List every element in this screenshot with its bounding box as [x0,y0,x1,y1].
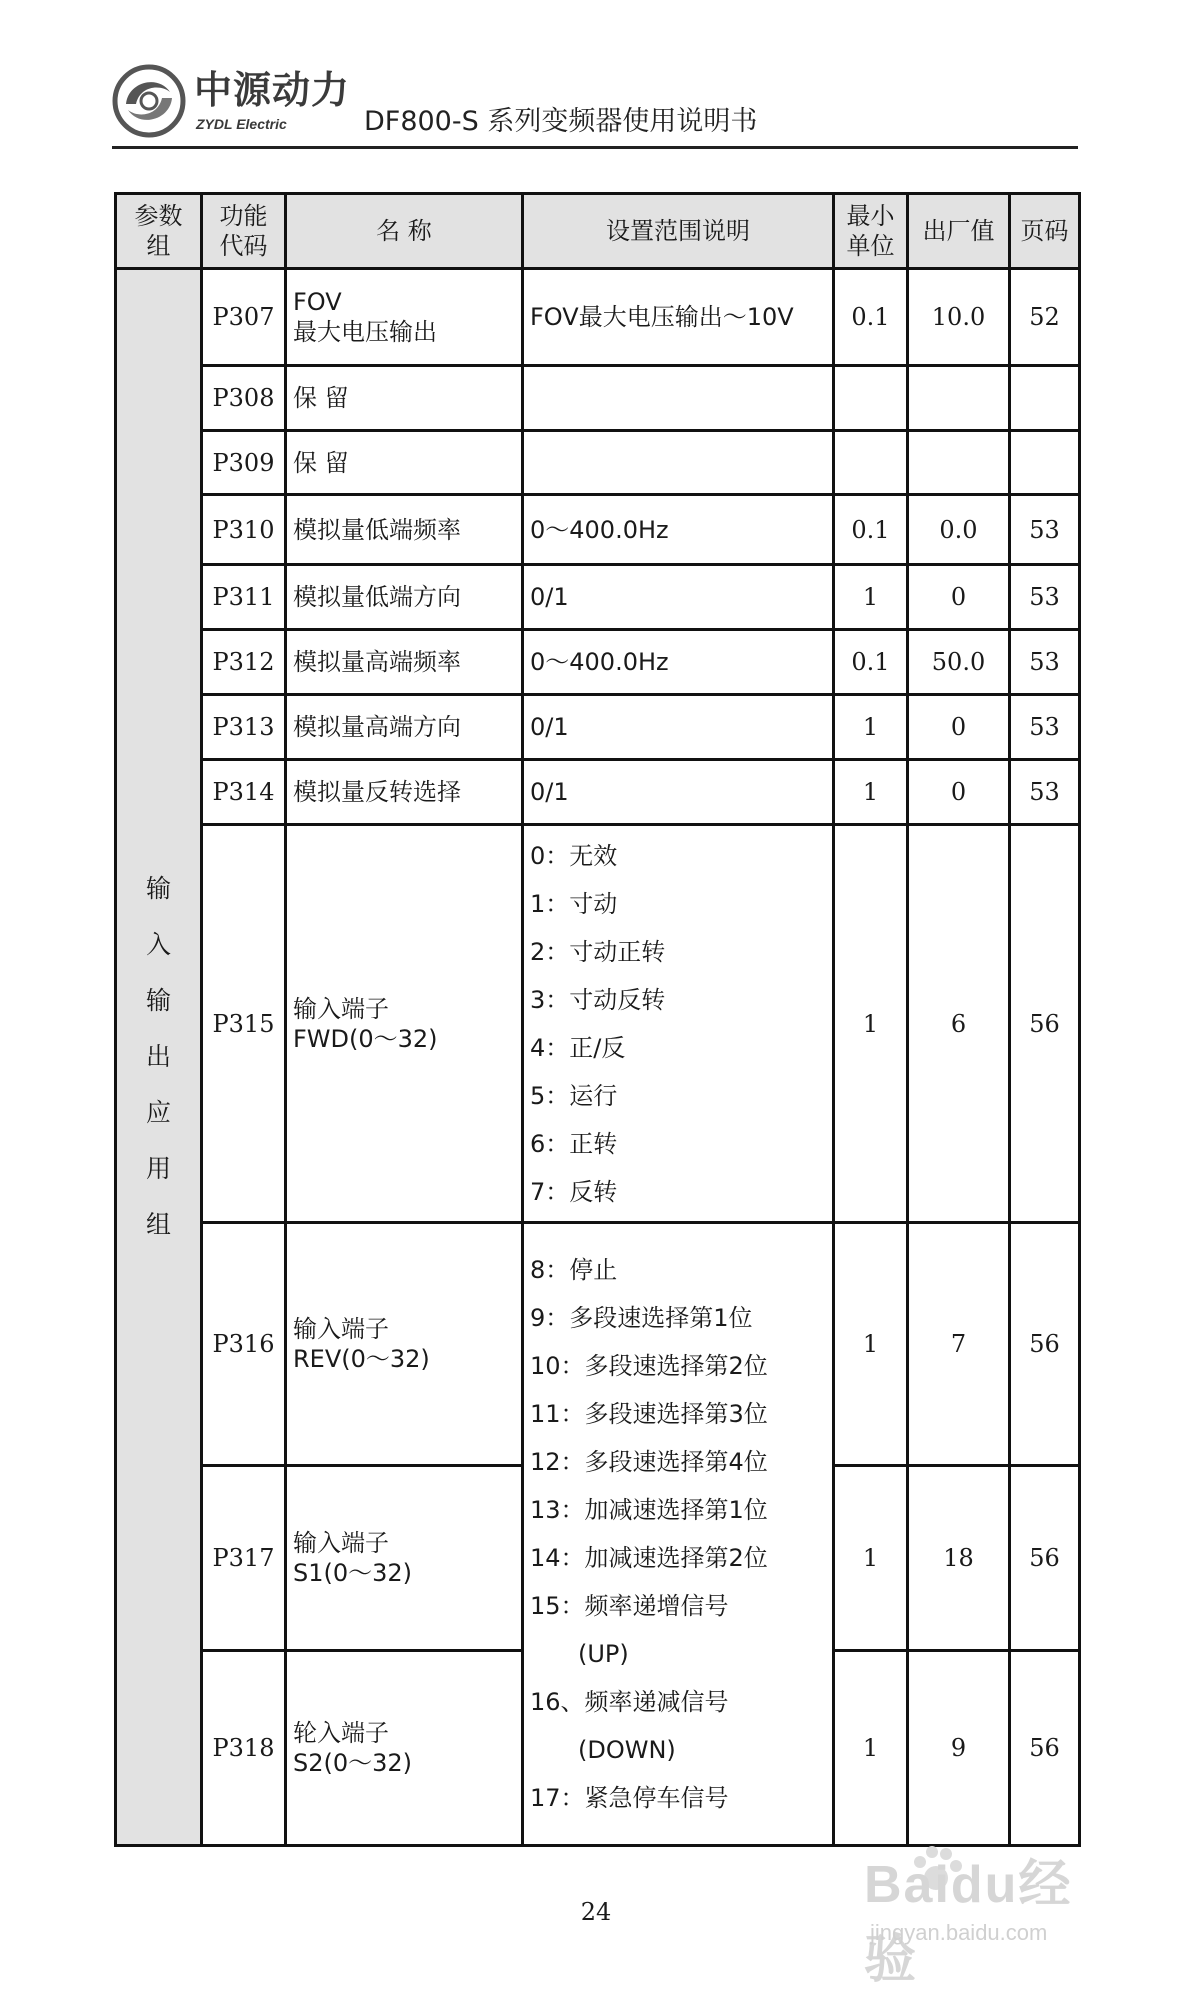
param-unit: 1 [834,1466,908,1651]
param-name [286,1651,523,1846]
brand-name-en: ZYDL Electric [196,116,287,132]
param-range: FOV最大电压输出～10V [523,269,834,366]
param-name-line1: FOV [293,288,342,316]
option-item: 13：加减速选择第1位 [530,1496,768,1524]
param-page: 56 [1010,1651,1080,1846]
header-group: 参数组 [116,194,202,269]
param-default: 10.0 [908,269,1010,366]
param-default: 0 [908,760,1010,825]
param-name: 模拟量低端方向 [286,565,523,630]
option-item: 5：运行 [530,1081,618,1110]
option-item: 9：多段速选择第1位 [530,1304,753,1332]
param-name-line2: 最大电压输出 [293,318,437,346]
table-row [116,760,1080,825]
param-name-line2: S1(0～32) [293,1559,413,1587]
param-page: 53 [1010,695,1080,760]
param-name [286,825,523,1223]
param-default: 7 [908,1223,1010,1466]
header-name: 名 称 [286,194,523,269]
header-divider [112,146,1078,149]
watermark-text: Baidu经验 [864,1856,1073,1989]
table-row [116,825,1080,1223]
param-default: 50.0 [908,630,1010,695]
param-name: 保 留 [286,366,523,431]
param-name [286,269,523,366]
param-options-list [523,825,834,1223]
param-code: P318 [202,1651,286,1846]
param-name-line1: 输入端子 [293,1529,389,1557]
parameter-table [114,192,1081,1847]
header-unit: 最小单位 [834,194,908,269]
param-code: P307 [202,269,286,366]
table-row [116,495,1080,565]
param-code: P311 [202,565,286,630]
param-range [523,431,834,495]
param-unit: 1 [834,825,908,1223]
param-default: 0 [908,565,1010,630]
param-code: P315 [202,825,286,1223]
param-page: 56 [1010,1223,1080,1466]
param-code: P316 [202,1223,286,1466]
option-item: 2：寸动正转 [530,937,666,966]
option-item: (UP) [530,1640,629,1668]
param-default: 9 [908,1651,1010,1846]
param-name-line2: FWD(0～32) [293,1024,438,1053]
param-name [286,1223,523,1466]
table-row [116,630,1080,695]
table-row [116,431,1080,495]
param-range: 0～400.0Hz [523,630,834,695]
watermark-url: jingyan.baidu.com [870,1920,1048,1945]
param-range [523,366,834,431]
param-page [1010,366,1080,431]
page-header [112,60,1078,150]
group-label-cell [116,269,202,1846]
param-range: 0/1 [523,760,834,825]
param-name-line1: 轮入端子 [293,1719,389,1747]
param-name: 保 留 [286,431,523,495]
param-name [286,1466,523,1651]
param-unit: 0.1 [834,269,908,366]
param-code: P309 [202,431,286,495]
option-item: 12：多段速选择第4位 [530,1448,768,1476]
param-name: 模拟量高端频率 [286,630,523,695]
option-item: 1：寸动 [530,889,618,918]
table-header-row [116,194,1080,269]
param-unit: 1 [834,695,908,760]
param-code: P312 [202,630,286,695]
param-default [908,431,1010,495]
param-page: 56 [1010,825,1080,1223]
option-item: 3：寸动反转 [530,985,666,1014]
param-page: 53 [1010,565,1080,630]
param-default [908,366,1010,431]
table-row [116,366,1080,431]
option-item: 11：多段速选择第3位 [530,1400,768,1428]
param-default: 0.0 [908,495,1010,565]
option-item: 10：多段速选择第2位 [530,1352,768,1380]
param-unit: 0.1 [834,495,908,565]
param-code: P314 [202,760,286,825]
option-item: 6：正转 [530,1129,618,1158]
param-range: 0/1 [523,695,834,760]
brand-name-cn: 中源动力 [194,68,351,112]
table-row [116,695,1080,760]
param-page: 53 [1010,630,1080,695]
table-row [116,565,1080,630]
param-code: P310 [202,495,286,565]
option-item: 4：正/反 [530,1033,626,1062]
param-unit: 1 [834,1651,908,1846]
param-code: P313 [202,695,286,760]
param-code: P317 [202,1466,286,1651]
option-item: 15：频率递增信号 [530,1592,729,1620]
param-name: 模拟量高端方向 [286,695,523,760]
option-item: 8：停止 [530,1256,618,1284]
option-item: 17：紧急停车信号 [530,1784,729,1812]
header-default: 出厂值 [908,194,1010,269]
param-options-list [523,1223,834,1846]
param-name: 模拟量反转选择 [286,760,523,825]
param-page: 53 [1010,495,1080,565]
param-unit [834,366,908,431]
param-default: 18 [908,1466,1010,1651]
header-code: 功能代码 [202,194,286,269]
option-item: 7：反转 [530,1177,618,1206]
option-item: 16、频率递减信号 [530,1688,729,1716]
param-range: 0～400.0Hz [523,495,834,565]
header-range: 设置范围说明 [523,194,834,269]
param-unit: 1 [834,1223,908,1466]
param-name-line1: 输入端子 [293,994,389,1023]
param-name-line2: S2(0～32) [293,1749,413,1777]
param-unit [834,431,908,495]
param-name-line2: REV(0～32) [293,1345,430,1373]
company-logo-icon [112,64,186,138]
param-default: 0 [908,695,1010,760]
document-title: DF800-S 系列变频器使用说明书 [364,106,758,137]
param-code: P308 [202,366,286,431]
param-unit: 1 [834,760,908,825]
watermark [848,1836,1108,1989]
param-name-line1: 输入端子 [293,1315,389,1343]
option-item: 0：无效 [530,841,618,870]
param-unit: 1 [834,565,908,630]
param-page: 53 [1010,760,1080,825]
param-page: 52 [1010,269,1080,366]
param-page: 56 [1010,1466,1080,1651]
param-unit: 0.1 [834,630,908,695]
param-page [1010,431,1080,495]
param-default: 6 [908,825,1010,1223]
option-item: 14：加减速选择第2位 [530,1544,768,1572]
group-label: 输入输出应用组 [145,874,171,1239]
param-name: 模拟量低端频率 [286,495,523,565]
header-page: 页码 [1010,194,1080,269]
table-row [116,1223,1080,1466]
param-range: 0/1 [523,565,834,630]
option-item: (DOWN) [530,1736,676,1764]
table-row [116,269,1080,366]
page-number: 24 [580,1898,612,1926]
